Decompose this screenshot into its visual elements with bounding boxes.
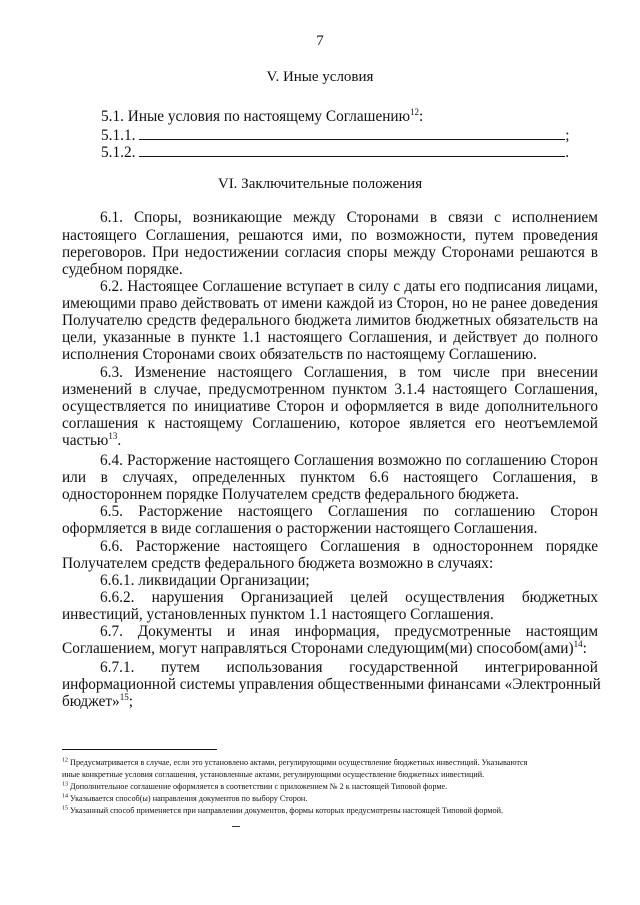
text-fragment: . (117, 432, 122, 449)
clause-5-1-1-label: 5.1.1. (101, 127, 136, 144)
footnote-number: 15 (62, 805, 68, 812)
scan-mark (232, 826, 240, 827)
footnote-ref-15: 15 (119, 691, 129, 702)
clause-5-1 (101, 108, 423, 125)
text-line: 6.2. Настоящее Соглашение вступает в силу с даты его подписания лицами, (100, 278, 598, 295)
footnote-separator (62, 749, 217, 750)
footnote-ref-12: 12 (410, 106, 420, 117)
text-line: 6.5. Расторжение настоящего Соглашения по соглашению Сторон (100, 503, 598, 520)
text-line: инвестиций, установленных пунктом 1.1 настоящего Соглашения. (62, 606, 494, 623)
text-line: соглашения к настоящему Соглашению, которое является его неотъемлемой (62, 415, 598, 432)
footnote-text: Дополнительное соглашение оформляется в соответствии с приложением № 2 к настоящей Типовой форме. (70, 782, 448, 791)
footnote-number: 13 (62, 781, 68, 788)
footnote-text: Указывается способ(ы) направления документов по выбору Сторон. (70, 794, 308, 803)
clause-5-1-1-end: ; (565, 127, 570, 144)
text-line: исполнения Сторонами своих обязательств по настоящему Соглашению. (62, 346, 537, 363)
text-line: 6.7.1. путем использования государственной интегрированной (100, 659, 598, 676)
text-line: изменений в случае, предусмотренном пунктом 3.1.4 настоящего Соглашения, (62, 381, 598, 398)
text-line: 6.4. Расторжение настоящего Соглашения возможно по соглашению Сторон (100, 452, 598, 469)
text-line (62, 693, 598, 710)
text-fragment: ; (128, 693, 133, 710)
text-line: или в случаях, определенных пунктом 6.6 настоящего Соглашения, в (62, 469, 598, 486)
clause-5-1-colon: : (419, 108, 424, 125)
fill-in-line (139, 126, 565, 140)
footnote-text: Предусматривается в случае, если это установлено актами, регулирующими осуществление бюджетных инвестиций. Указываются (70, 758, 528, 767)
footnote-number: 12 (62, 757, 68, 764)
text-line: переговоров. При недостижении согласия споры между Сторонами решаются в (62, 244, 598, 261)
text-line: 6.6.2. нарушения Организацией целей осуществления бюджетных (100, 589, 598, 606)
footnote-15 (62, 805, 598, 816)
text-line (62, 640, 598, 657)
text-fragment: Соглашением, могут направляться Сторонами следующим(ми) способом(ами) (62, 640, 574, 657)
footnote-text: Указанный способ применяется при направлении документов, формы которых предусмотрены настоящей Типовой формой. (70, 806, 504, 815)
text-fragment: : (582, 640, 587, 657)
text-line: оформляется в виде соглашения о расторжении настоящего Соглашения. (62, 520, 538, 537)
text-line (62, 432, 598, 449)
text-line: имеющими право действовать от имени каждой из Сторон, но не ранее доведения (62, 295, 598, 312)
text-line: осуществляется по инициативе Сторон и оформляется в виде дополнительного (62, 398, 598, 415)
text-line: Получателем средств федерального бюджета возможно в случаях: (62, 555, 494, 572)
footnote-ref-13: 13 (108, 430, 118, 441)
footnote-ref-14: 14 (573, 638, 583, 649)
clause-5-1-text: 5.1. Иные условия по настоящему Соглашению (101, 108, 411, 125)
text-line: информационной системы управления общественными финансами «Электронный (62, 676, 601, 693)
text-line: цели, указанные в пункте 1.1 настоящего Соглашения, и действует до полного (62, 329, 598, 346)
section-5-heading: V. Иные условия (266, 69, 374, 85)
text-line: 6.3. Изменение настоящего Соглашения, в том числе при внесении (100, 364, 598, 381)
text-line: судебном порядке. (62, 261, 183, 278)
footnote-number: 14 (62, 793, 68, 800)
text-line: 6.6. Расторжение настоящего Соглашения в одностороннем порядке (100, 538, 598, 555)
footnote-13 (62, 781, 598, 792)
footnote-12-cont: иные конкретные условия соглашения, установленные актами, регулирующими осуществление бюджетных инвестиций. (62, 770, 485, 779)
text-fragment: бюджет» (62, 693, 120, 710)
text-line: настоящего Соглашения, решаются ими, по возможности, путем проведения (62, 227, 598, 244)
clause-5-1-1 (101, 126, 570, 144)
text-line: 6.1. Споры, возникающие между Сторонами в связи с исполнением (100, 209, 598, 226)
clause-5-1-2-label: 5.1.2. (101, 144, 136, 161)
page-number: 7 (316, 33, 324, 49)
text-line: 6.6.1. ликвидации Организации; (100, 572, 310, 589)
footnote-14 (62, 793, 598, 804)
text-fragment: частью (62, 432, 109, 449)
clause-5-1-2 (101, 143, 569, 161)
text-line: 6.7. Документы и иная информация, предусмотренные настоящим (100, 623, 598, 640)
clause-5-1-2-end: . (565, 144, 570, 161)
section-6-heading: VI. Заключительные положения (217, 176, 423, 192)
text-line: Получателю средств федерального бюджета лимитов бюджетных обязательств на (62, 312, 598, 329)
footnote-12 (62, 757, 598, 768)
fill-in-line (139, 143, 565, 157)
text-line: одностороннем порядке Получателем средств федерального бюджета. (62, 486, 519, 503)
